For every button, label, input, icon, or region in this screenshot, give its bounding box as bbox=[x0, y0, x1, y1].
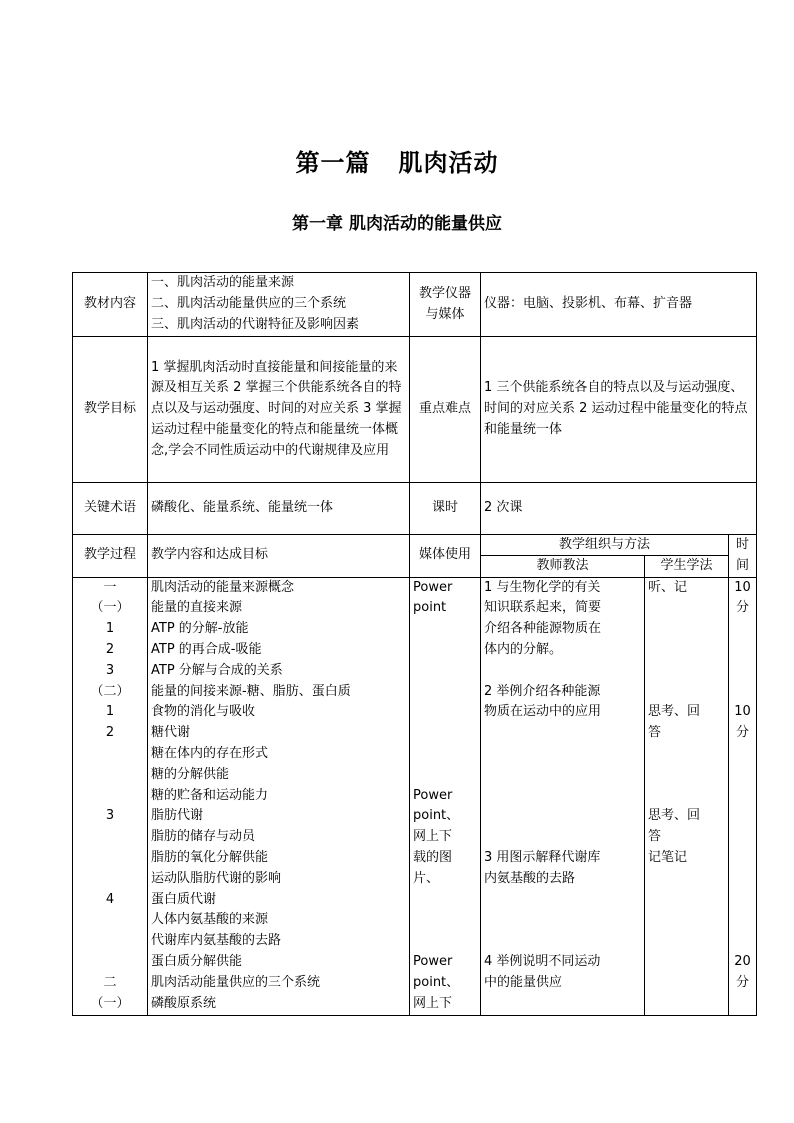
media-value: 仪器：电脑、投影机、布幕、扩音器 bbox=[481, 273, 757, 337]
process-line: 一 bbox=[103, 579, 117, 595]
time-line bbox=[732, 806, 753, 827]
content-line: 蛋白质分解供能 bbox=[151, 953, 243, 969]
teacher-method-line bbox=[484, 910, 641, 931]
key-points-value: 1 三个供能系统各自的特点以及与运动强度、时间的对应关系 2 运动过程中能量变化的特点和能量统一体 bbox=[481, 337, 757, 483]
content-line: 糖代谢 bbox=[151, 725, 191, 741]
content-line: 脂肪的储存与动员 bbox=[151, 829, 256, 845]
media-line: 网上下 bbox=[413, 829, 453, 845]
key-points-label: 重点难点 bbox=[410, 337, 481, 483]
row-materials bbox=[73, 273, 757, 337]
content-line: 糖的贮备和运动能力 bbox=[151, 787, 269, 803]
time-line bbox=[732, 890, 753, 911]
content-line: 肌肉活动能量供应的三个系统 bbox=[151, 974, 321, 990]
media-line bbox=[413, 702, 477, 723]
time-line: 分 bbox=[735, 725, 749, 741]
media-line: Power bbox=[413, 787, 453, 803]
student-method-line: 答 bbox=[648, 725, 662, 741]
content-line: 肌肉活动的能量来源概念 bbox=[151, 579, 295, 595]
media-line bbox=[413, 619, 477, 640]
teacher-method-line: 体内的分解。 bbox=[484, 641, 563, 657]
part-name: 肌肉活动 bbox=[398, 149, 499, 177]
teacher-method-line: 内氨基酸的去路 bbox=[484, 870, 576, 886]
media-line bbox=[413, 890, 477, 911]
process-line bbox=[76, 827, 144, 848]
media-line bbox=[413, 661, 477, 682]
header-row bbox=[73, 535, 757, 556]
time-line bbox=[732, 640, 753, 661]
teacher-method-line bbox=[484, 744, 641, 765]
content-column bbox=[148, 577, 410, 1015]
process-line: 2 bbox=[105, 725, 115, 741]
student-method-line bbox=[648, 890, 725, 911]
content-line: 食物的消化与吸收 bbox=[151, 704, 256, 720]
student-method-line bbox=[648, 786, 725, 807]
process-line: 2 bbox=[105, 641, 115, 657]
goals-content: 1 掌握肌肉活动时直接能量和间接能量的来源及相互关系 2 掌握三个供能系统各自的特点以及与运动强度、时间的对应关系 3 掌握运动过程中能量变化的特点和能量统一体概念,学会不同性质运动中的代谢规律及应用 bbox=[148, 337, 410, 483]
process-line bbox=[76, 931, 144, 952]
materials-label: 教材内容 bbox=[73, 273, 148, 337]
media-label: 教学仪器与媒体 bbox=[410, 273, 481, 337]
row-terms bbox=[73, 483, 757, 535]
media-line bbox=[413, 931, 477, 952]
header-time: 时间 bbox=[729, 535, 757, 578]
student-method-line: 记笔记 bbox=[648, 849, 688, 865]
time-line bbox=[732, 619, 753, 640]
header-teacher: 教师教法 bbox=[481, 556, 645, 577]
materials-content: 一、肌肉活动的能量来源 二、肌肉活动能量供应的三个系统 三、肌肉活动的代谢特征及影响因素 bbox=[148, 273, 410, 337]
media-line bbox=[413, 910, 477, 931]
teacher-method-line: 1 与生物化学的有关 bbox=[484, 579, 601, 595]
teacher-method-line bbox=[484, 931, 641, 952]
teacher-method-line: 3 用图示解释代谢库 bbox=[484, 849, 601, 865]
media-line bbox=[413, 765, 477, 786]
student-method-line bbox=[648, 952, 725, 973]
student-method-line bbox=[648, 640, 725, 661]
student-method-line bbox=[648, 682, 725, 703]
media-line bbox=[413, 682, 477, 703]
time-line bbox=[732, 994, 753, 1015]
terms-label: 关键术语 bbox=[73, 483, 148, 535]
process-line: 1 bbox=[105, 621, 115, 637]
media-line bbox=[413, 640, 477, 661]
teacher-method-line: 知识联系起来，简要 bbox=[484, 600, 602, 616]
student-method-line bbox=[648, 619, 725, 640]
content-line: 磷酸原系统 bbox=[151, 995, 217, 1011]
time-line bbox=[732, 786, 753, 807]
process-line: 3 bbox=[105, 808, 115, 824]
student-method-line bbox=[648, 765, 725, 786]
process-line bbox=[76, 848, 144, 869]
time-line bbox=[732, 765, 753, 786]
process-line bbox=[76, 744, 144, 765]
student-method-line bbox=[648, 973, 725, 994]
time-line: 10 bbox=[734, 704, 751, 720]
process-line: 1 bbox=[105, 704, 115, 720]
time-line bbox=[732, 931, 753, 952]
time-line: 分 bbox=[735, 600, 749, 616]
process-line: 3 bbox=[105, 662, 115, 678]
student-method-line bbox=[648, 931, 725, 952]
time-line: 10 bbox=[734, 579, 751, 595]
content-line: 运动队脂肪代谢的影响 bbox=[151, 870, 282, 886]
process-line: 4 bbox=[105, 891, 115, 907]
goals-label: 教学目标 bbox=[73, 337, 148, 483]
time-line bbox=[732, 869, 753, 890]
content-line: ATP 的再合成-吸能 bbox=[151, 641, 262, 657]
content-line: 蛋白质代谢 bbox=[151, 891, 217, 907]
process-line: （二） bbox=[90, 683, 130, 699]
teacher-method-column bbox=[481, 577, 645, 1015]
process-line bbox=[76, 952, 144, 973]
part-number: 第一篇 bbox=[295, 149, 371, 177]
header-process: 教学过程 bbox=[73, 535, 148, 578]
student-method-line bbox=[648, 661, 725, 682]
student-method-column bbox=[645, 577, 729, 1015]
teacher-method-line bbox=[484, 827, 641, 848]
teacher-method-line bbox=[484, 723, 641, 744]
teacher-method-line: 中的能量供应 bbox=[484, 974, 563, 990]
time-line bbox=[732, 682, 753, 703]
time-line: 20 bbox=[734, 953, 751, 969]
process-line bbox=[76, 869, 144, 890]
student-method-line bbox=[648, 994, 725, 1015]
hours-label: 课时 bbox=[410, 483, 481, 535]
content-line: ATP 的分解-放能 bbox=[151, 621, 249, 637]
teacher-method-line: 介绍各种能源物质在 bbox=[484, 621, 602, 637]
content-line: 人体内氨基酸的来源 bbox=[151, 912, 269, 928]
teacher-method-line bbox=[484, 994, 641, 1015]
content-line: 能量的间接来源-糖、脂肪、蛋白质 bbox=[151, 683, 351, 699]
process-line bbox=[76, 786, 144, 807]
time-line bbox=[732, 827, 753, 848]
student-method-line bbox=[648, 910, 725, 931]
content-line: 脂肪的氧化分解供能 bbox=[151, 849, 269, 865]
content-line: 能量的直接来源 bbox=[151, 600, 243, 616]
chapter-title: 第一章 肌肉活动的能量供应 bbox=[292, 214, 502, 234]
media-line: 载的图 bbox=[413, 849, 453, 865]
process-line bbox=[76, 910, 144, 931]
time-line bbox=[732, 744, 753, 765]
media-line: point、 bbox=[413, 808, 460, 824]
media-line: 片、 bbox=[413, 870, 440, 886]
content-line: 糖的分解供能 bbox=[151, 766, 230, 782]
process-line: （一） bbox=[90, 995, 130, 1011]
teacher-method-line bbox=[484, 661, 641, 682]
media-line: 网上下 bbox=[413, 995, 453, 1011]
terms-content: 磷酸化、能量系统、能量统一体 bbox=[148, 483, 410, 535]
media-line: Power bbox=[413, 953, 453, 969]
media-line: point、 bbox=[413, 974, 460, 990]
header-student: 学生学法 bbox=[645, 556, 729, 577]
teacher-method-line bbox=[484, 890, 641, 911]
teacher-method-line: 4 举例说明不同运动 bbox=[484, 953, 601, 969]
student-method-line: 思考、回 bbox=[648, 808, 701, 824]
header-org: 教学组织与方法 bbox=[481, 535, 729, 556]
time-line bbox=[732, 910, 753, 931]
student-method-line bbox=[648, 869, 725, 890]
student-method-line bbox=[648, 744, 725, 765]
teacher-method-line bbox=[484, 765, 641, 786]
student-method-line: 听、记 bbox=[648, 579, 688, 595]
teacher-method-line: 2 举例介绍各种能源 bbox=[484, 683, 601, 699]
hours-value: 2 次课 bbox=[481, 483, 757, 535]
time-line bbox=[732, 661, 753, 682]
lesson-plan-table bbox=[72, 272, 757, 1016]
time-line bbox=[732, 848, 753, 869]
student-method-line: 思考、回 bbox=[648, 704, 701, 720]
row-goals bbox=[73, 337, 757, 483]
process-line bbox=[76, 765, 144, 786]
media-line bbox=[413, 723, 477, 744]
media-line bbox=[413, 744, 477, 765]
header-content: 教学内容和达成目标 bbox=[148, 535, 410, 578]
content-line: ATP 分解与合成的关系 bbox=[151, 662, 283, 678]
media-line: point bbox=[413, 600, 447, 616]
content-line: 脂肪代谢 bbox=[151, 808, 204, 824]
time-column bbox=[729, 577, 757, 1015]
process-column bbox=[73, 577, 148, 1015]
teacher-method-line bbox=[484, 786, 641, 807]
content-line: 糖在体内的存在形式 bbox=[151, 745, 269, 761]
header-media: 媒体使用 bbox=[410, 535, 481, 578]
media-line: Power bbox=[413, 579, 453, 595]
student-method-line: 答 bbox=[648, 829, 662, 845]
process-line: （一） bbox=[90, 600, 130, 616]
content-line: 代谢库内氨基酸的去路 bbox=[151, 933, 282, 949]
body-row bbox=[73, 577, 757, 1015]
teacher-method-line: 物质在运动中的应用 bbox=[484, 704, 602, 720]
student-method-line bbox=[648, 598, 725, 619]
time-line: 分 bbox=[735, 974, 749, 990]
media-column bbox=[410, 577, 481, 1015]
process-line: 二 bbox=[103, 974, 117, 990]
part-title bbox=[0, 143, 794, 178]
teacher-method-line bbox=[484, 806, 641, 827]
